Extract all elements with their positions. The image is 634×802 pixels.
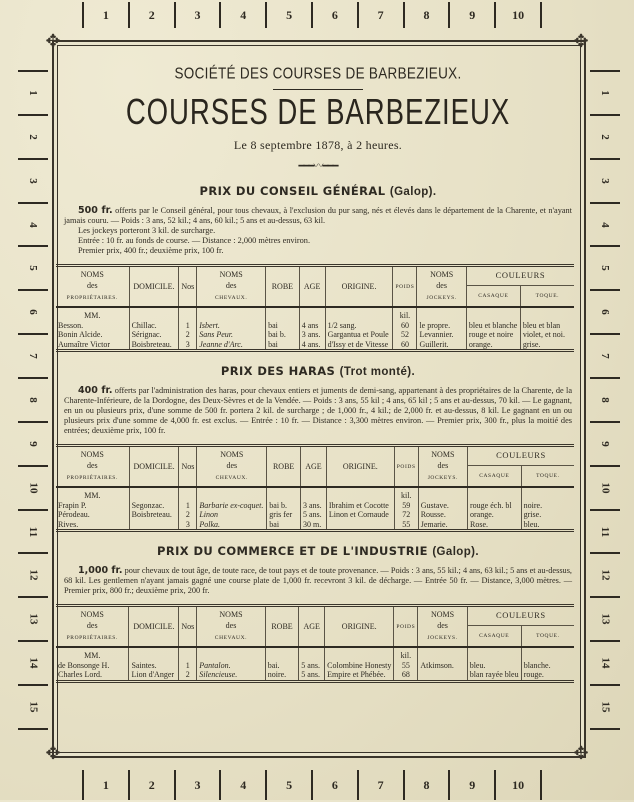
race-title: PRIX DU COMMERCE ET DE L'INDUSTRIE (Galop). xyxy=(157,544,479,558)
corner-ornament-icon: ✥ xyxy=(573,31,589,51)
col-domicile: DOMICILE. xyxy=(129,266,179,308)
col-poids: POIDS xyxy=(394,446,418,488)
prize-amount: 400 fr. xyxy=(78,385,113,396)
race-title: PRIX DU CONSEIL GÉNÉRAL (Galop). xyxy=(199,184,437,198)
entries-table: NOMS des PROPRIÉTAIRES. DOMICILE. Nos NOMS des CHEVAUX. ROBE AGE ORIGINE. POIDS NOMS des JOCKEYS. COULEURS CASAQUE TOQUE. MM. kil. Frapin P. Segonzac. 1 Barbarie ex-coquet. bai b. 3 ans. Ibrahim et Cocotte 59 Gustave. rouge éch. bl noire. Pérodeau. Boisbreteau. 2 Linon gris fer 5 ans. Linon et Cornaude 72 Rousse. orange. grise. Rives. 3 Polka. bai 30 m. 55 Jemarie. Rose. bleu. xyxy=(56,444,574,532)
col-toque: TOQUE. xyxy=(521,625,574,647)
ruler-mark: 6 xyxy=(18,289,48,333)
race-section xyxy=(58,364,574,532)
col-casaque: CASAQUE xyxy=(466,285,520,307)
ruler-mark: 5 xyxy=(265,770,311,800)
col-numero: Nos xyxy=(179,446,197,488)
table-row: Pérodeau. Boisbreteau. 2 Linon gris fer 5 ans. Linon et Cornaude 72 Rousse. orange. grise. xyxy=(58,510,542,519)
ruler-mark: 9 xyxy=(448,2,494,28)
ruler-bottom xyxy=(82,768,542,802)
race-title: PRIX DES HARAS (Trot monté). xyxy=(220,364,416,378)
ruler-mark: 6 xyxy=(590,289,620,333)
table-row: Frapin P. Segonzac. 1 Barbarie ex-coquet. bai b. 3 ans. Ibrahim et Cocotte 59 Gustave. rouge éch. bl noire. xyxy=(58,500,543,510)
ruler-mark: 7 xyxy=(590,333,620,377)
col-robe: ROBE xyxy=(265,606,299,648)
col-jockeys: NOMS des JOCKEYS. xyxy=(418,606,467,648)
ruler-mark: 12 xyxy=(18,552,48,596)
col-couleurs: COULEURS xyxy=(467,606,574,626)
ruler-mark: 5 xyxy=(18,245,48,289)
table-row: Charles Lord. Lion d'Anger 2 Silencieuse. noire. 5 ans. Empire et Phébée. 68 blan rayée bleu rouge. xyxy=(58,670,544,679)
document-body xyxy=(58,58,574,683)
society-name: SOCIÉTÉ DES COURSES DE BARBEZIEUX. xyxy=(174,64,462,83)
ruler-mark: 9 xyxy=(448,770,494,800)
entries-table: NOMS des PROPRIÉTAIRES. DOMICILE. Nos NOMS des CHEVAUX. ROBE AGE ORIGINE. POIDS NOMS des JOCKEYS. COULEURS CASAQUE TOQUE. MM. kil. de Bonsonge H. Saintes. 1 Pantalon. bai. 5 ans. Colombine Honesty 55 Atkimson. bleu. blanche. Charles Lord. Lion d'Anger 2 Silencieuse. noire. 5 ans. Empire et Phébée. 68 blan rayée bleu rouge. xyxy=(56,604,574,683)
ruler-mark: 5 xyxy=(265,2,311,28)
event-date: Le 8 septembre 1878, à 2 heures. xyxy=(233,138,403,152)
ruler-mark: 4 xyxy=(590,202,620,246)
col-chevaux: NOMS des CHEVAUX. xyxy=(197,446,267,488)
col-age: AGE xyxy=(299,266,325,308)
col-chevaux: NOMS des CHEVAUX. xyxy=(197,266,266,308)
col-robe: ROBE xyxy=(266,266,300,308)
race-section xyxy=(58,544,574,683)
ruler-mark: 7 xyxy=(357,770,403,800)
col-origine: ORIGINE. xyxy=(326,446,394,488)
ruler-mark: 2 xyxy=(18,114,48,158)
col-poids: POIDS xyxy=(393,266,417,308)
ruler-mark: 11 xyxy=(18,509,48,553)
col-casaque: CASAQUE xyxy=(468,465,522,487)
table-row: Aumaître Victor Boisbreteau. 3 Jeanne d'Arc. bai 4 ans. d'Issy et de Vitesse 60 Guillerit. orange. grise. xyxy=(58,339,541,349)
col-toque: TOQUE. xyxy=(520,285,574,307)
col-domicile: DOMICILE. xyxy=(129,606,179,648)
ruler-mark: 11 xyxy=(590,509,620,553)
col-proprietaires: NOMS des PROPRIÉTAIRES. xyxy=(56,606,129,648)
ruler-mark: 10 xyxy=(590,465,620,509)
corner-ornament-icon: ✥ xyxy=(45,31,61,51)
col-toque: TOQUE. xyxy=(521,465,574,487)
ruler-mark: 5 xyxy=(590,245,620,289)
col-robe: ROBE xyxy=(267,446,301,488)
corner-ornament-icon: ✥ xyxy=(45,743,61,763)
race-description: 400 fr. offerts par l'administration des haras, pour chevaux entiers et juments de demi-sang, appartenant à des propriétaires de la Charente, de la Charente-Inférieure, de la Dordogne, des Deux-Sèvres et de la Vendée. — Poids : 3 ans, 55 kil ; 4 ans, 65 kil ; 5 ans et au-dessus, 70 kil. — Le gagnant, en un ou plusieurs prix, d'une somme de 500 fr. portera 2 kil. de surcharge ; de 1,000 fr., 4 kil.; de 2,000 fr. et au-dessus, 8 kil. Le gagnant en un ou plusieurs prix d'une somme de 4,000 fr. est exclus. — Entrée : 10 fr. — Distance : 3,300 mètres environ. — Premier prix, 300 fr., plus la moitié des entrées; deuxième prix, 100 fr. xyxy=(64,385,573,435)
col-jockeys: NOMS des JOCKEYS. xyxy=(417,266,466,308)
ruler-mark: 6 xyxy=(311,2,357,28)
ruler-mark: 10 xyxy=(494,770,542,800)
ruler-mark: 7 xyxy=(18,333,48,377)
col-domicile: DOMICILE. xyxy=(129,446,179,488)
col-couleurs: COULEURS xyxy=(468,446,575,466)
ruler-mark: 3 xyxy=(590,158,620,202)
ruler-mark: 8 xyxy=(403,770,449,800)
ruler-mark: 1 xyxy=(82,770,128,800)
ruler-right xyxy=(590,70,620,730)
ruler-mark: 8 xyxy=(18,377,48,421)
ruler-mark: 14 xyxy=(590,640,620,684)
ruler-mark: 13 xyxy=(18,596,48,640)
divider xyxy=(273,89,363,90)
col-chevaux: NOMS des CHEVAUX. xyxy=(197,606,265,648)
ruler-mark: 13 xyxy=(590,596,620,640)
col-casaque: CASAQUE xyxy=(467,625,521,647)
table-row: Besson. Chillac. 1 Isbert. bai 4 ans 1/2 sang. 60 le propre. bleu et blanche bleu et blan xyxy=(58,320,561,330)
col-age: AGE xyxy=(299,606,325,648)
col-age: AGE xyxy=(300,446,326,488)
ruler-mark: 8 xyxy=(403,2,449,28)
ruler-mark: 2 xyxy=(128,770,174,800)
ruler-mark: 8 xyxy=(590,377,620,421)
ruler-mark: 3 xyxy=(18,158,48,202)
ruler-mark: 14 xyxy=(18,640,48,684)
entries-table: NOMS des PROPRIÉTAIRES. DOMICILE. Nos NOMS des CHEVAUX. ROBE AGE ORIGINE. POIDS NOMS des JOCKEYS. COULEURS CASAQUE TOQUE. MM. kil. Besson. Chillac. 1 Isbert. bai 4 ans 1/2 sang. 60 le propre. bleu et blanche bleu et blan Bonin Alcide. Sérignac. 2 Sans Peur. bai b. 3 ans. Gargantua et Poule 52 Levannier. rouge et noire violet, et noi. Aumaître Victor Boisbreteau. 3 Jeanne d'Arc. bai 4 ans. d'Issy et de Vitesse 60 Guillerit. orange. grise. xyxy=(56,264,574,352)
flourish-divider-icon: ━━━〰━━━ xyxy=(298,161,338,172)
ruler-mark: 1 xyxy=(18,70,48,114)
ruler-mark: 2 xyxy=(590,114,620,158)
ruler-mark: 12 xyxy=(590,552,620,596)
ruler-mark: 15 xyxy=(590,684,620,730)
ruler-mark: 3 xyxy=(174,2,220,28)
ruler-mark: 4 xyxy=(219,2,265,28)
ruler-mark: 7 xyxy=(357,2,403,28)
ruler-mark: 9 xyxy=(590,421,620,465)
prize-amount: 1,000 fr. xyxy=(78,565,123,576)
col-proprietaires: NOMS des PROPRIÉTAIRES. xyxy=(56,266,129,308)
col-proprietaires: NOMS des PROPRIÉTAIRES. xyxy=(56,446,129,488)
ruler-mark: 3 xyxy=(174,770,220,800)
table-row: de Bonsonge H. Saintes. 1 Pantalon. bai. 5 ans. Colombine Honesty 55 Atkimson. bleu. blanche. xyxy=(58,660,551,670)
race-section xyxy=(58,184,574,352)
col-origine: ORIGINE. xyxy=(325,606,394,648)
ruler-mark: 10 xyxy=(18,465,48,509)
race-description: 500 fr. offerts par le Conseil général, pour tous chevaux, à l'exclusion du pur sang, nés et élevés dans le département de la Charente, et n'ayant jamais couru. — Poids : 3 ans, 52 kil.; 4 ans, 60 kil.; 5 ans et au-dessus, 63 kil. Les jockeys porteront 3 kil. de surcharge. Entrée : 10 fr. au fonds de course. — Distance : 2,000 mètres environ. Premier prix, 400 fr.; deuxième prix, 100 fr. xyxy=(64,205,572,255)
ruler-mark: 4 xyxy=(18,202,48,246)
col-couleurs: COULEURS xyxy=(466,266,574,286)
ruler-top xyxy=(82,0,542,34)
ruler-left xyxy=(18,70,48,730)
prize-amount: 500 fr. xyxy=(78,205,113,216)
col-numero: Nos xyxy=(179,266,197,308)
ruler-mark: 10 xyxy=(494,2,542,28)
ruler-mark: 9 xyxy=(18,421,48,465)
ruler-mark: 15 xyxy=(18,684,48,730)
col-numero: Nos xyxy=(179,606,197,648)
corner-ornament-icon: ✥ xyxy=(573,743,589,763)
table-row: Rives. 3 Polka. bai 30 m. 55 Jemarie. Rose. bleu. xyxy=(58,519,540,529)
race-description: 1,000 fr. pour chevaux de tout âge, de toute race, de tout pays et de toute provenance. — Poids : 3 ans, 55 kil.; 4 ans, 63 kil.; 5 ans et au-dessus, 68 kil. Les gentlemen n'ayant jamais gagné une course plate de 1,000 fr. recevront 3 kil. de décharge. — Entrée 50 fr. — Distance, 3,000 mètres. — Premier prix, 800 fr.; deuxième prix, 200 fr. xyxy=(64,565,572,595)
ruler-mark: 1 xyxy=(82,2,128,28)
ruler-mark: 2 xyxy=(128,2,174,28)
ruler-mark: 4 xyxy=(219,770,265,800)
col-poids: POIDS xyxy=(394,606,418,648)
col-jockeys: NOMS des JOCKEYS. xyxy=(418,446,467,488)
page-title: COURSES DE BARBEZIEUX xyxy=(125,92,511,133)
col-origine: ORIGINE. xyxy=(325,266,393,308)
table-row: Bonin Alcide. Sérignac. 2 Sans Peur. bai b. 3 ans. Gargantua et Poule 52 Levannier. rouge et noire violet, et noi. xyxy=(58,330,566,339)
ruler-mark: 1 xyxy=(590,70,620,114)
ruler-mark: 6 xyxy=(311,770,357,800)
